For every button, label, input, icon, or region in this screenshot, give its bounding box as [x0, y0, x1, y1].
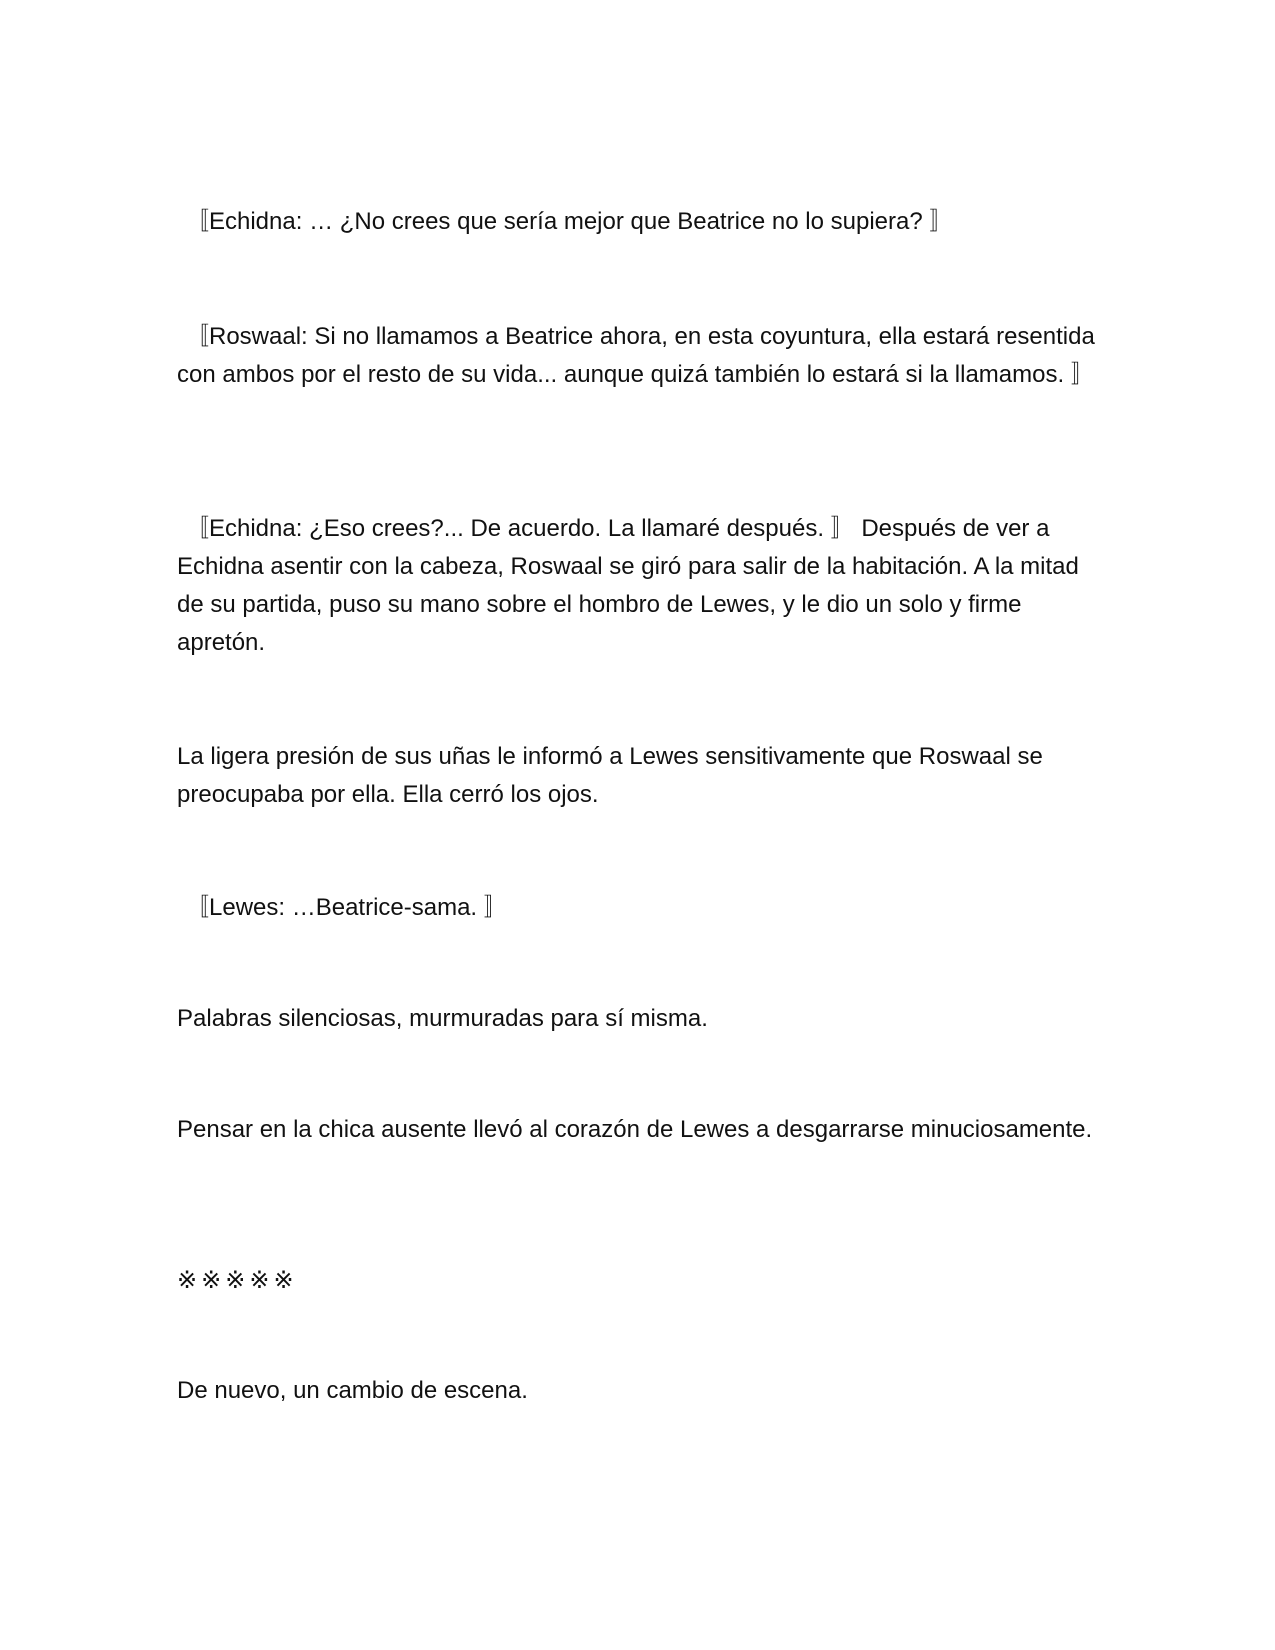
narration-absent-girl: Pensar en la chica ausente llevó al corazón de Lewes a desgarrarse minuciosamente. — [177, 1116, 1093, 1143]
dialogue-echidna-question: 〚Echidna: … ¿No crees que sería mejor que Beatrice no lo supiera? 〛 — [185, 208, 954, 235]
dialogue-echidna-agree: 〚Echidna: ¿Eso crees?... De acuerdo. La llamaré después. 〛 Después de ver a Echidna asentir con la cabeza, Roswaal se giró para salir de la habitación. A la mitad de su partida, puso su mano sobre el hombro de Lewes, y le dio un solo y firme apretón. — [177, 515, 1079, 656]
dialogue-lewes: 〚Lewes: …Beatrice-sama. 〛 — [185, 894, 508, 921]
narration-pressure: La ligera presión de sus uñas le informó a Lewes sensitivamente que Roswaal se preocupaba por ella. Ella cerró los ojos. — [177, 743, 1043, 808]
scene-separator: ※※※※※ — [177, 1267, 298, 1294]
dialogue-roswaal: 〚Roswaal: Si no llamamos a Beatrice ahora, en esta coyuntura, ella estará resentida con ambos por el resto de su vida... aunque quizá también lo estará si la llamamos. 〛 — [177, 323, 1095, 388]
narration-silent-words: Palabras silenciosas, murmuradas para sí misma. — [177, 1005, 708, 1032]
narration-scene-change: De nuevo, un cambio de escena. — [177, 1377, 528, 1404]
